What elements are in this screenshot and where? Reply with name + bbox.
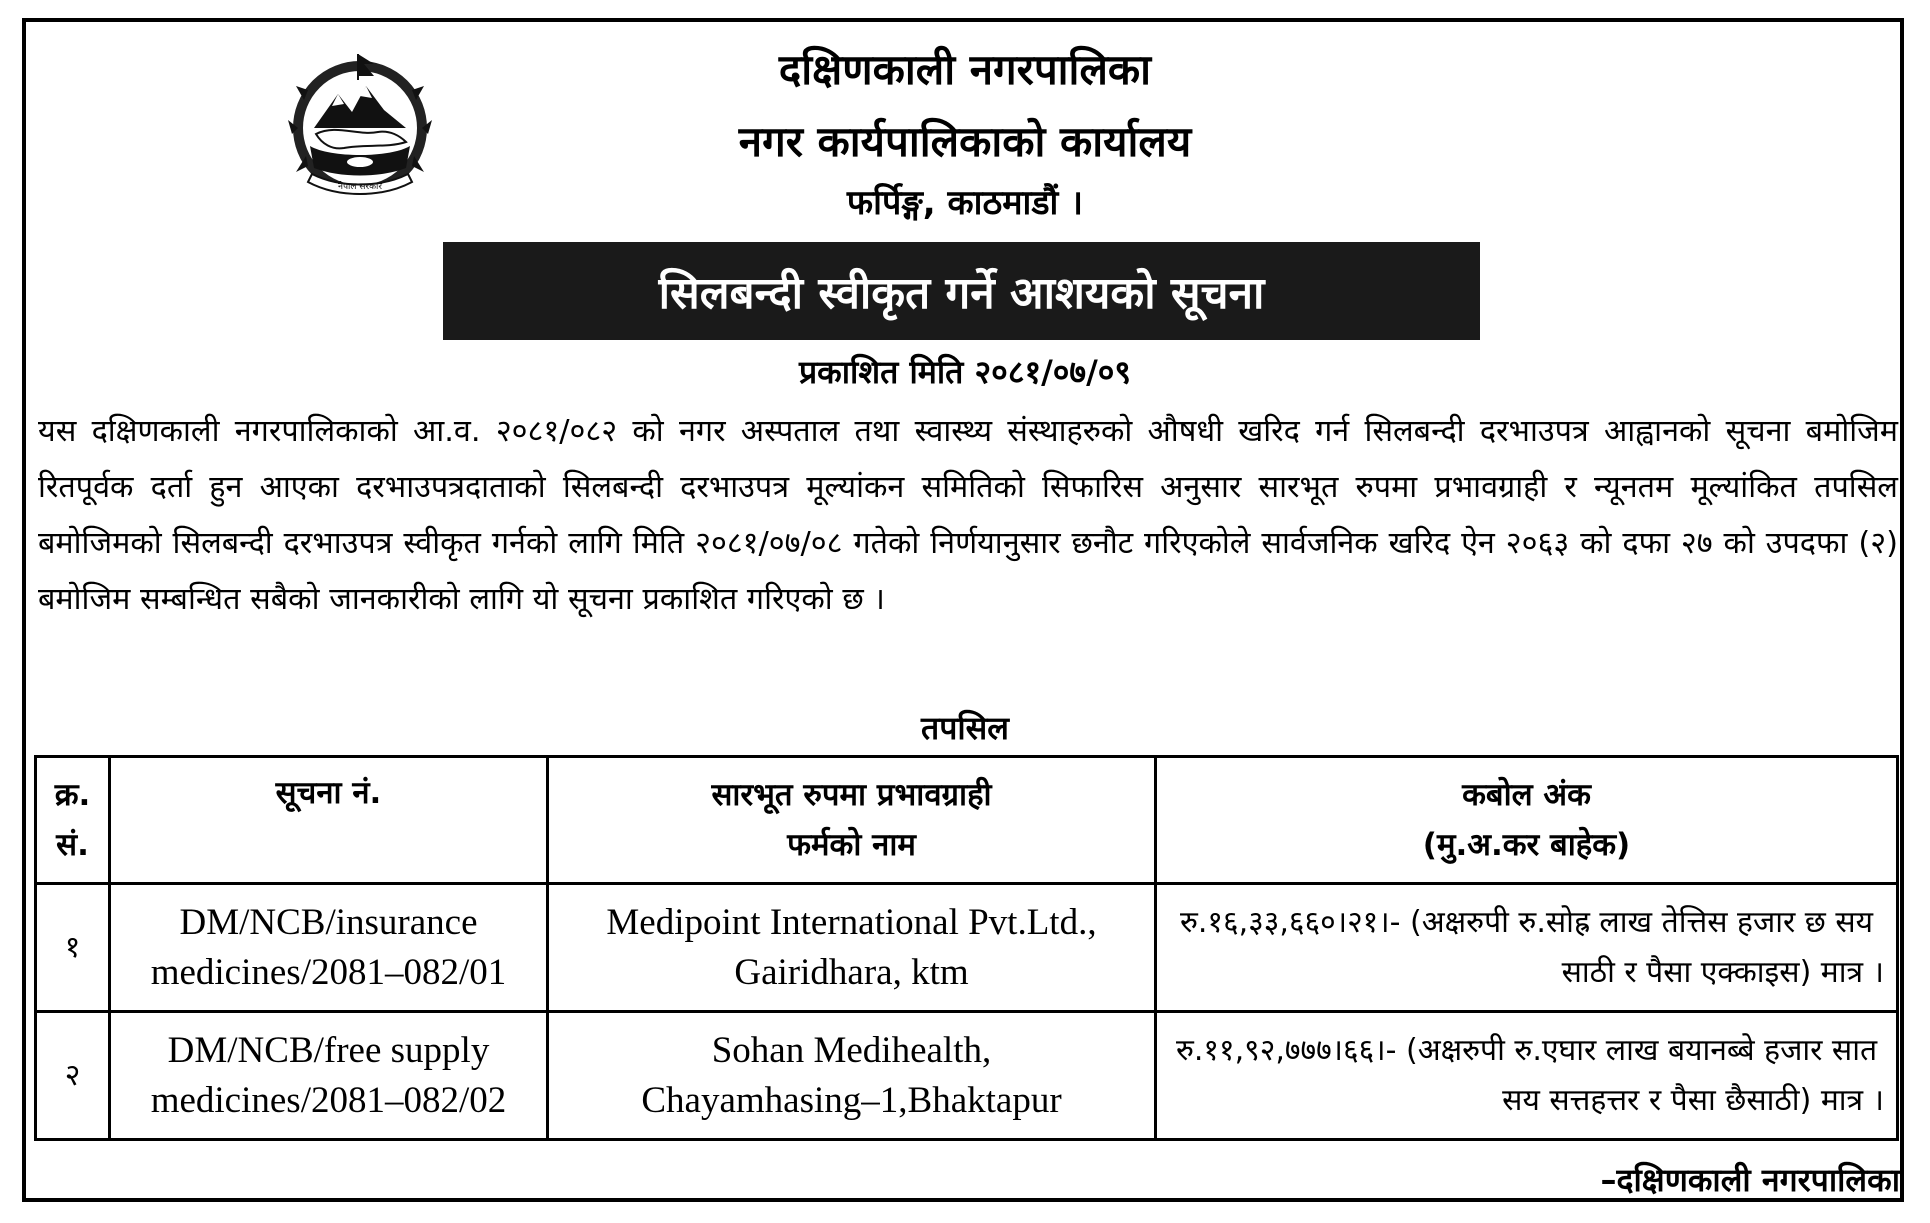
row-notice-no xyxy=(110,884,548,1012)
table-header-row xyxy=(36,757,1898,884)
awarded-bids-table xyxy=(34,755,1899,1141)
row-bid-amount: रु.११,९२,७७७।६६।- (अक्षरुपी रु.एघार लाख बयानब्बे हजार सात सय सत्तहत्तर र पैसा छैसाठी) मात्र । xyxy=(1156,1012,1898,1140)
header-serial xyxy=(36,757,110,884)
row-firm-name xyxy=(548,884,1156,1012)
row-serial: २ xyxy=(36,1012,110,1140)
row-bid-amount: रु.१६,३३,६६०।२१।- (अक्षरुपी रु.सोह्र लाख तेत्तिस हजार छ सय साठी र पैसा एक्काइस) मात्र । xyxy=(1156,884,1898,1012)
table-row xyxy=(36,1012,1898,1140)
notice-title: सिलबन्दी स्वीकृत गर्ने आशयको सूचना xyxy=(658,268,1265,319)
row-notice-line1: DM/NCB/free supply xyxy=(167,1029,490,1071)
row-firm-line1: Medipoint International Pvt.Ltd., xyxy=(606,901,1097,943)
header-serial-line2: सं. xyxy=(56,827,89,863)
row-notice-line2: medicines/2081–082/01 xyxy=(150,951,507,993)
notice-title-banner xyxy=(443,242,1480,340)
row-notice-line1: DM/NCB/insurance xyxy=(179,901,478,943)
row-firm-line2: Chayamhasing–1,Bhaktapur xyxy=(641,1079,1062,1121)
header-bid-amount xyxy=(1156,757,1898,884)
office-address: फर्पिङ्ग, काठमाडौं । xyxy=(846,183,1084,223)
row-notice-no xyxy=(110,1012,548,1140)
table-row xyxy=(36,884,1898,1012)
header-bid-line1: कबोल अंक xyxy=(1462,777,1591,813)
emblem-ribbon-text: नेपाल सरकार xyxy=(337,182,383,192)
row-firm-line1: Sohan Medihealth, xyxy=(711,1029,992,1071)
header-firm-line1: सारभूत रुपमा प्रभावग्राही xyxy=(711,777,992,813)
header-firm-line2: फर्मको नाम xyxy=(787,827,916,863)
signature-line: –दक्षिणकाली नगरपालिका xyxy=(1600,1161,1900,1199)
notice-body: यस दक्षिणकाली नगरपालिकाको आ.व. २०८१/०८२ को नगर अस्पताल तथा स्वास्थ्य संस्थाहरुको औषधी खरिद गर्न सिलबन्दी दरभाउपत्र आह्वानको सूचना बमोजिम रितपूर्वक दर्ता हुन आएका दरभाउपत्रदाताको सिलबन्दी दरभाउपत्र मूल्यांकन समितिको सिफारिस अनुसार सारभूत रुपमा प्रभावग्राही र न्यूनतम मूल्यांकित तपसिल बमोजिमको सिलबन्दी दरभाउपत्र स्वीकृत गर्नको लागि मिति २०८१/०७/०८ गतेको निर्णयानुसार छनौट गरिएकोले सार्वजनिक खरिद ऐन २०६३ को दफा २७ को उपदफा (२) बमोजिम सम्बन्धित सबैको जानकारीको लागि यो सूचना प्रकाशित गरिएको छ । xyxy=(38,414,1898,617)
row-notice-line2: medicines/2081–082/02 xyxy=(150,1079,507,1121)
published-date: प्रकाशित मिति २०८१/०७/०९ xyxy=(798,353,1132,391)
header-serial-line1: क्र. xyxy=(54,777,91,813)
header-bid-line2: (मु.अ.कर बाहेक) xyxy=(1422,827,1631,863)
header-notice-no xyxy=(110,757,548,884)
office-name: नगर कार्यपालिकाको कार्यालय xyxy=(738,117,1192,166)
header-firm xyxy=(548,757,1156,884)
header-notice-no-label: सूचना नं. xyxy=(275,775,382,811)
row-serial: १ xyxy=(36,884,110,1012)
row-firm-name xyxy=(548,1012,1156,1140)
schedule-heading: तपसिल xyxy=(920,709,1010,747)
municipality-name: दक्षिणकाली नगरपालिका xyxy=(778,45,1152,94)
row-firm-line2: Gairidhara, ktm xyxy=(734,951,969,993)
